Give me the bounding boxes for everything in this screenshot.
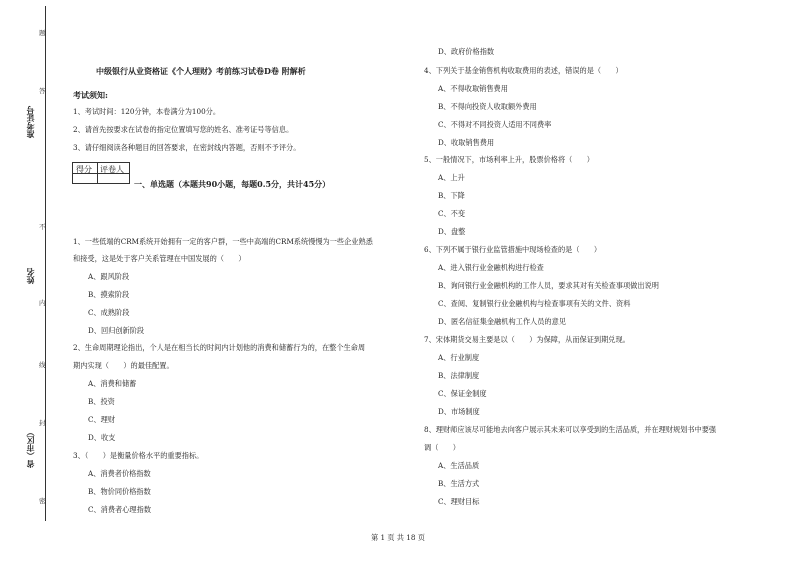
option: B、不得向投资人收取额外费用 bbox=[438, 102, 537, 111]
option: A、行业制度 bbox=[438, 353, 480, 362]
cut-mark: 答 bbox=[39, 87, 46, 95]
score-box bbox=[72, 162, 130, 184]
notice-item: 3、请仔细阅读各种题目的回答要求，在密封线内答题，否则不予评分。 bbox=[73, 143, 301, 152]
question-stem: 4、下列关于基金销售机构收取费用的表述，错误的是（ ） bbox=[424, 66, 623, 75]
option: D、市场制度 bbox=[438, 407, 480, 416]
question-stem: 2、生命周期理论指出，个人是在相当长的时间内计划他的消费和储蓄行为的，在整个生命周 bbox=[73, 343, 366, 352]
cut-mark: 不 bbox=[39, 223, 46, 231]
binding-label-exam-id: 准考证号 bbox=[25, 106, 35, 138]
grader-label: 评卷人 bbox=[100, 165, 124, 174]
option: C、理财 bbox=[88, 415, 116, 424]
page-number: 第 1 页 共 18 页 bbox=[371, 533, 425, 542]
question-stem: 期内实现（ ）的最佳配置。 bbox=[73, 361, 174, 370]
option: D、盘整 bbox=[438, 227, 466, 236]
option: B、摸索阶段 bbox=[88, 290, 130, 299]
cut-mark: 封 bbox=[39, 419, 46, 427]
document-title: 中级银行从业资格证《个人理财》考前练习试卷D卷 附解析 bbox=[96, 66, 306, 76]
option: B、生活方式 bbox=[438, 479, 480, 488]
option: D、政府价格指数 bbox=[438, 47, 495, 56]
option: B、询问银行业金融机构的工作人员，要求其对有关检查事项做出说明 bbox=[438, 281, 659, 290]
question-stem: 和接受，这是处于客户关系管理在中国发展的（ ） bbox=[73, 254, 246, 263]
section-title: 一、单选题（本题共90小题，每题0.5分，共计45分） bbox=[134, 179, 331, 189]
option: B、法律制度 bbox=[438, 371, 480, 380]
option: B、物价同价格指数 bbox=[88, 487, 151, 496]
option: D、收支 bbox=[88, 433, 116, 442]
question-stem: 调（ ） bbox=[424, 443, 460, 452]
option: A、跟风阶段 bbox=[88, 272, 130, 281]
score-label: 得分 bbox=[76, 165, 92, 174]
question-stem: 7、宋体期货交易主要是以（ ）为保障，从而保证到期兑现。 bbox=[424, 335, 630, 344]
notice-item: 2、请首先按要求在试卷的指定位置填写您的姓名、准考证号等信息。 bbox=[73, 125, 294, 134]
option: C、保证金制度 bbox=[438, 389, 487, 398]
cut-mark: 密 bbox=[39, 497, 46, 505]
option: A、不得收取销售费用 bbox=[438, 84, 508, 93]
option: C、消费者心理指数 bbox=[88, 505, 152, 514]
option: C、查阅、复制银行业金融机构与检查事项有关的文件、资料 bbox=[438, 299, 631, 308]
option: C、理财目标 bbox=[438, 497, 480, 506]
binding-label-province: 省（市区） bbox=[25, 428, 35, 468]
option: D、收取销售费用 bbox=[438, 138, 495, 147]
option: D、回归创新阶段 bbox=[88, 326, 145, 335]
binding-line bbox=[45, 6, 46, 521]
cut-mark: 题 bbox=[39, 29, 46, 37]
option: D、匿名信征集金融机构工作人员的意见 bbox=[438, 317, 566, 326]
question-stem: 6、下列不属于银行业监管措施中现场检查的是（ ） bbox=[424, 245, 602, 254]
option: A、进入银行业金融机构进行检查 bbox=[438, 263, 544, 272]
binding-label-name: 姓名 bbox=[25, 268, 35, 284]
option: A、上升 bbox=[438, 173, 465, 182]
option: C、成熟阶段 bbox=[88, 308, 130, 317]
option: B、投资 bbox=[88, 397, 115, 406]
option: A、消费和储蓄 bbox=[88, 379, 137, 388]
option: A、生活品质 bbox=[438, 461, 480, 470]
cut-mark: 线 bbox=[39, 361, 46, 369]
option: C、不变 bbox=[438, 209, 466, 218]
question-stem: 5、一般情况下，市场利率上升，股票价格将（ ） bbox=[424, 155, 594, 164]
notice-item: 1、考试时间：120分钟，本卷满分为100分。 bbox=[73, 107, 221, 116]
cut-mark: 内 bbox=[39, 299, 46, 307]
notice-heading: 考试须知: bbox=[73, 90, 108, 100]
question-stem: 3、（ ）是衡量价格水平的重要指标。 bbox=[73, 451, 204, 460]
option: A、消费者价格指数 bbox=[88, 469, 151, 478]
question-stem: 1、一些低端的CRM系统开始拥有一定的客户群，一些中高端的CRM系统慢慢为一些企业熟悉 bbox=[73, 237, 373, 246]
question-stem: 8、理财师应该尽可能地去向客户展示其未来可以享受到的生活品质，并在理财规划书中要强 bbox=[424, 425, 717, 434]
option: C、不得对不同投资人适用不同费率 bbox=[438, 120, 552, 129]
option: B、下降 bbox=[438, 191, 465, 200]
